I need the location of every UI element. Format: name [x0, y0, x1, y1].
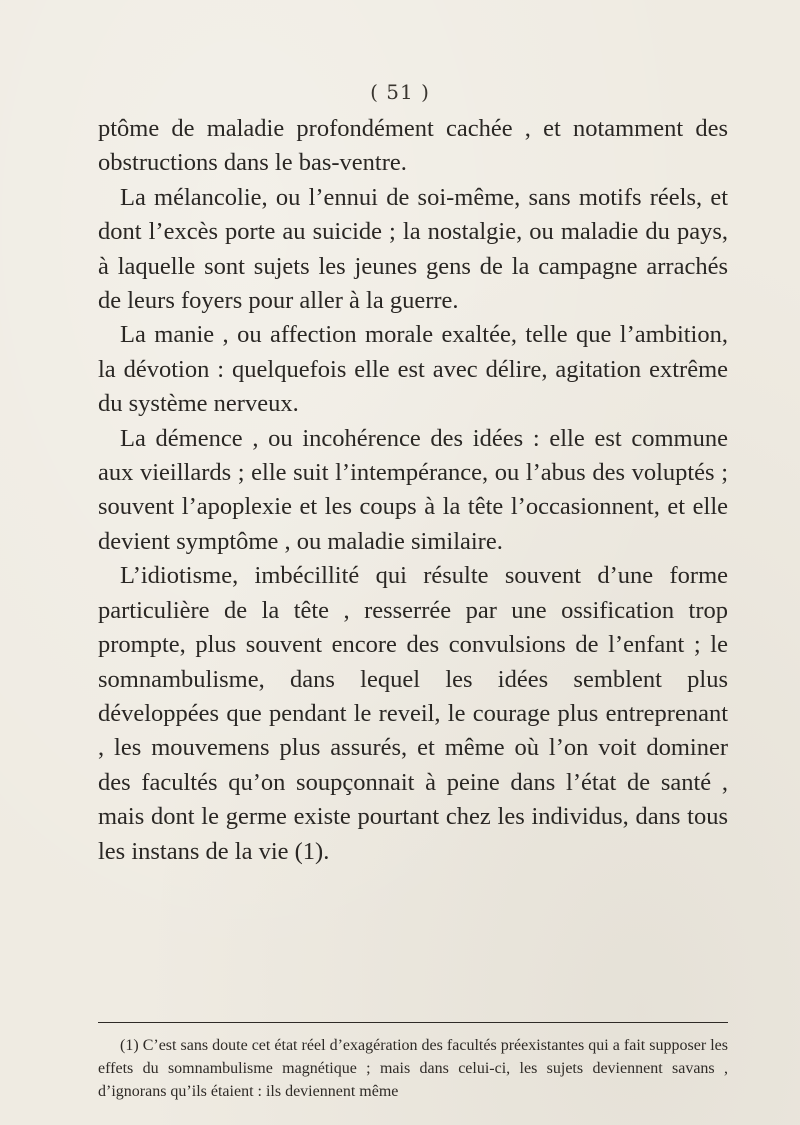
page-number: ( 51 )	[370, 80, 430, 104]
paragraph-melancolie: La mélancolie, ou l’ennui de soi-même, sans motifs réels, et dont l’excès porte au suicide ; la nostalgie, ou maladie du pays, à laquelle sont sujets les jeunes gens de la campagne arrachés de leurs foyers pour aller à la guerre.	[98, 183, 728, 315]
paragraph-manie: La manie , ou affection morale exaltée, telle que l’ambition, la dévotion : quelquefois elle est avec délire, agitation extrême du système nerveux.	[98, 321, 728, 418]
paragraph-idiotisme: L’idiotisme, imbécillité qui résulte souvent d’une forme particulière de la tête , resserrée par une ossification trop prompte, plus souvent encore des convulsions de l’enfant ; le somnambulisme, dans lequel les idées semblent plus développées que pendant le reveil, le courage plus entreprenant , les mouvemens plus assurés, et même où l’on voit dominer des facultés qu’on soupçonnait à peine dans l’état de santé , mais dont le germe existe pourtant chez les individus, dans tous les instans de la vie (1).	[98, 562, 728, 865]
footnote-text: (1) C’est sans doute cet état réel d’exagération des facultés préexistantes qui a fait supposer les effets du somnambulisme magnétique ; mais dans celui-ci, les sujets deviennent savans , d’ignorans qu’ils étaient : ils deviennent même	[98, 1037, 728, 1100]
footnote-divider	[98, 1022, 728, 1023]
footnote	[98, 1034, 728, 1103]
main-text	[98, 112, 728, 869]
paragraph-demence: La démence , ou incohérence des idées : elle est commune aux vieillards ; elle suit l’intempérance, ou l’abus des voluptés ; souvent l’apoplexie et les coups à la tête l’occasionnent, et elle devient symptôme , ou maladie similaire.	[98, 424, 728, 555]
paragraph-continued: ptôme de maladie profondément cachée , et notamment des obstructions dans le bas-ventre.	[98, 115, 728, 177]
